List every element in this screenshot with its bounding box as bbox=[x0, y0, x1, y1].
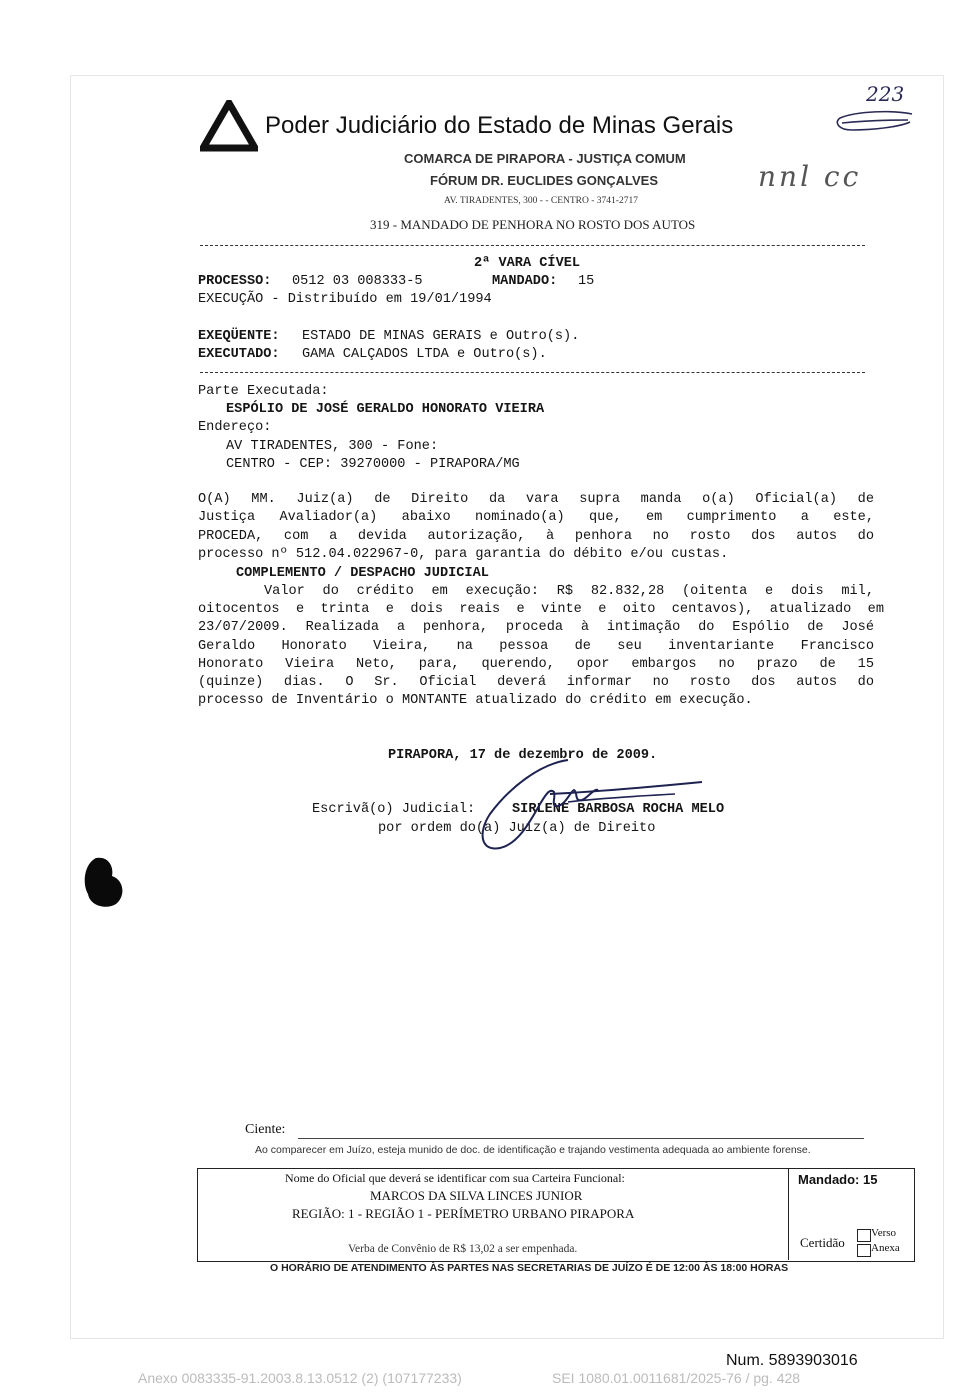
complemento-label: COMPLEMENTO / DESPACHO JUDICIAL bbox=[236, 566, 489, 581]
officer-region: REGIÃO: 1 - REGIÃO 1 - PERÍMETRO URBANO PIRAPORA bbox=[292, 1206, 635, 1221]
sei-stamp: SEI 1080.01.0011681/2025-76 / pg. 428 bbox=[552, 1370, 801, 1386]
party-street: AV TIRADENTES, 300 - Fone: bbox=[226, 439, 439, 454]
mandado-box: Mandado: 15 bbox=[798, 1172, 878, 1187]
body-line: (quinze) dias. O Sr. Oficial deverá informar no rosto dos autos do bbox=[198, 675, 874, 690]
document-type: 319 - MANDADO DE PENHORA NO ROSTO DOS AUTOS bbox=[370, 217, 696, 232]
body-line: processo de Inventário o MONTANTE atualizado do crédito em execução. bbox=[198, 693, 753, 708]
document-num: Num. 5893903016 bbox=[726, 1352, 858, 1369]
party-label: Parte Executada: bbox=[198, 384, 329, 399]
header-title: Poder Judiciário do Estado de Minas Gerais bbox=[265, 112, 734, 139]
body-line: O(A) MM. Juiz(a) de Direito da vara supra manda o(a) Oficial(a) de bbox=[198, 492, 874, 507]
clerk-name: SIRLENE BARBOSA ROCHA MELO bbox=[512, 802, 725, 817]
ink-blot bbox=[82, 856, 128, 915]
anexo-stamp: Anexo 0083335-91.2003.8.13.0512 (2) (107177233) bbox=[138, 1370, 462, 1386]
body-line: Valor do crédito em execução: R$ 82.832,28 (oitenta e dois mil, bbox=[264, 584, 874, 599]
officer-name: MARCOS DA SILVA LINCES JUNIOR bbox=[370, 1188, 583, 1203]
body-line: Honorato Vieira Neto, para, querendo, opor embargos no prazo de 15 bbox=[198, 657, 874, 672]
by-order: por ordem do(a) Juiz(a) de Direito bbox=[378, 821, 656, 836]
officer-box-divider bbox=[788, 1168, 789, 1260]
address-label: Endereço: bbox=[198, 420, 272, 435]
mandado-number: 15 bbox=[578, 274, 595, 289]
executado-label: EXECUTADO: bbox=[198, 347, 280, 362]
mandado-label: MANDADO: bbox=[492, 274, 558, 289]
header-forum: FÓRUM DR. EUCLIDES GONÇALVES bbox=[430, 173, 658, 188]
exequente: ESTADO DE MINAS GERAIS e Outro(s). bbox=[302, 329, 580, 344]
vara: 2ª VARA CÍVEL bbox=[474, 256, 581, 271]
anexa-label: Anexa bbox=[871, 1242, 900, 1254]
body-line: 23/07/2009. Realizada a penhora, proceda à intimação do Espólio de José bbox=[198, 620, 874, 635]
certidao-label: Certidão bbox=[800, 1235, 845, 1250]
handwritten-note: nnl cc bbox=[758, 160, 862, 193]
party-city: CENTRO - CEP: 39270000 - PIRAPORA/MG bbox=[226, 457, 520, 472]
body-line: Justiça Avaliador(a) abaixo nominado(a) que, em cumprimento a este, bbox=[198, 510, 874, 525]
executado: GAMA CALÇADOS LTDA e Outro(s). bbox=[302, 347, 547, 362]
judiciary-logo bbox=[200, 100, 258, 157]
divider bbox=[200, 245, 865, 246]
verso-checkbox[interactable] bbox=[857, 1229, 871, 1242]
processo-number: 0512 03 008333-5 bbox=[292, 274, 423, 289]
header-address: AV. TIRADENTES, 300 - - CENTRO - 3741-2717 bbox=[444, 196, 638, 206]
exequente-label: EXEQÜENTE: bbox=[198, 329, 280, 344]
ciente-label: Ciente: bbox=[245, 1122, 286, 1137]
processo-label: PROCESSO: bbox=[198, 274, 272, 289]
party-name: ESPÓLIO DE JOSÉ GERALDO HONORATO VIEIRA bbox=[226, 402, 545, 417]
body-line: Geraldo Honorato Vieira, na pessoa de seu inventariante Francisco bbox=[198, 639, 874, 654]
anexa-checkbox[interactable] bbox=[857, 1244, 871, 1257]
officer-label: Nome do Oficial que deverá se identificar com sua Carteira Funcional: bbox=[285, 1171, 625, 1185]
body-line: PROCEDA, com a devida autorização, à penhora no rosto dos autos do bbox=[198, 529, 874, 544]
body-line: oitocentos e trinta e dois reais e vinte e oito centavos), atualizado em bbox=[198, 602, 884, 617]
divider bbox=[200, 372, 865, 373]
office-hours: O HORÁRIO DE ATENDIMENTO ÀS PARTES NAS SECRETARIAS DE JUÍZO É DE 12:00 ÀS 18:00 HORAS bbox=[270, 1262, 789, 1274]
notice: Ao comparecer em Juízo, esteja munido de doc. de identificação e trajando vestimenta adequada ao ambiente forense. bbox=[255, 1144, 811, 1156]
execucao: EXECUÇÃO - Distribuído em 19/01/1994 bbox=[198, 292, 492, 307]
handwritten-page-number: 223 bbox=[866, 82, 905, 106]
verso-label: Verso bbox=[871, 1227, 897, 1239]
place-date: PIRAPORA, 17 de dezembro de 2009. bbox=[388, 748, 658, 763]
body-line: processo nº 512.04.022967-0, para garantia do débito e/ou custas. bbox=[198, 547, 729, 562]
clerk-label: Escrivã(o) Judicial: bbox=[312, 802, 476, 817]
scribble-mark bbox=[832, 108, 917, 141]
handwritten-signature bbox=[470, 752, 710, 862]
header-comarca: COMARCA DE PIRAPORA - JUSTIÇA COMUM bbox=[404, 151, 686, 166]
ciente-signature-line bbox=[298, 1138, 864, 1139]
verba: Verba de Convênio de R$ 13,02 a ser empenhada. bbox=[348, 1243, 578, 1255]
